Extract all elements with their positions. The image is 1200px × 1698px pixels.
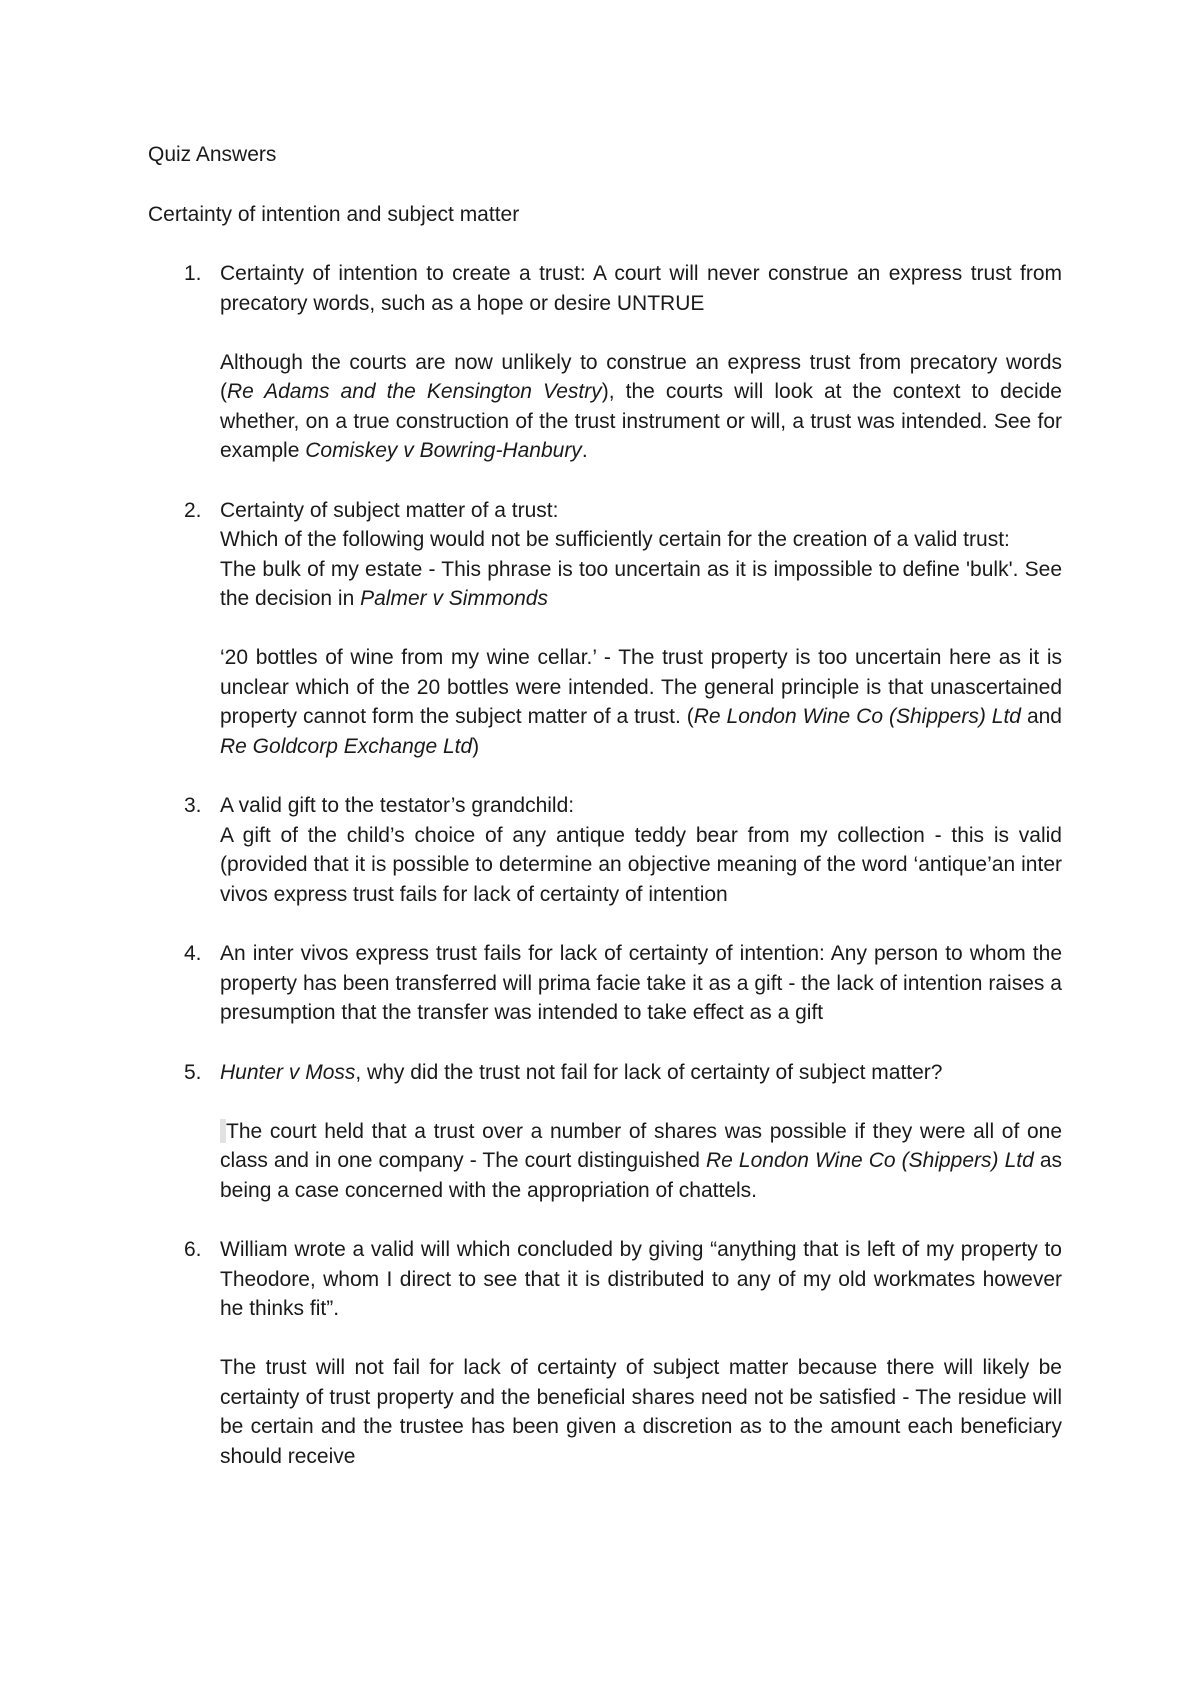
question-item-5 bbox=[148, 1058, 1062, 1206]
question-subtext: Which of the following would not be sufficiently certain for the creation of a valid trust: bbox=[220, 528, 1010, 551]
answer-text: ‘20 bottles of wine from my wine cellar.’ - The trust property is too uncertain here as it is unclear which of the 20 bottles were intended. The general principle is that unascertained property cannot form the subject matter of a trust. (Re London Wine Co (Shippers) Ltd and Re Goldcorp Exchange Ltd) bbox=[220, 646, 1062, 758]
question-number: 4. bbox=[184, 942, 202, 965]
case-citation: Hunter v Moss bbox=[220, 1060, 356, 1084]
case-citation: Comiskey v Bowring-Hanbury bbox=[305, 439, 582, 462]
question-item-3 bbox=[148, 791, 1062, 909]
question-item-1 bbox=[148, 259, 1062, 466]
question-text: A valid gift to the testator’s grandchild: bbox=[220, 794, 575, 817]
question-item-2 bbox=[148, 496, 1062, 762]
question-number: 2. bbox=[184, 498, 202, 522]
document-page bbox=[148, 140, 1062, 1501]
question-text: An inter vivos express trust fails for lack of certainty of intention: Any person to whom the property has been transferred will prima facie take it as a gift - the lack of intention raises a presumption that the transfer was intended to take effect as a gift bbox=[220, 942, 1062, 1024]
question-item-6 bbox=[148, 1235, 1062, 1471]
answer-text: The bulk of my estate - This phrase is too uncertain as it is impossible to define 'bulk'. See the decision in Palmer v Simmonds bbox=[220, 557, 1062, 610]
question-number: 5. bbox=[184, 1060, 202, 1084]
case-citation: Re London Wine Co (Shippers) Ltd bbox=[693, 705, 1021, 728]
question-number: 3. bbox=[184, 794, 202, 817]
case-citation: Re London Wine Co (Shippers) Ltd bbox=[706, 1149, 1034, 1172]
case-citation: Palmer v Simmonds bbox=[360, 587, 548, 610]
answer-text: A gift of the child’s choice of any antique teddy bear from my collection - this is valid (provided that it is possible to determine an objective meaning of the word ‘antique’an inter vivos express trust fails for lack of certainty of intention bbox=[220, 823, 1062, 906]
question-text: Hunter v Moss, why did the trust not fail for lack of certainty of subject matter? bbox=[220, 1060, 943, 1084]
answer-text: The trust will not fail for lack of certainty of subject matter because there will likely be certainty of trust property and the beneficial shares need not be satisfied - The residue will be certain and the trustee has been given a discretion as to the amount each beneficiary should receive bbox=[220, 1356, 1062, 1468]
question-number: 1. bbox=[184, 262, 202, 285]
document-title: Quiz Answers bbox=[148, 143, 277, 166]
answer-text: Although the courts are now unlikely to construe an express trust from precatory words (Re Adams and the Kensington Vestry), the courts will look at the context to decide whether, on a true construction of the trust instrument or will, a trust was intended. See for example Comiskey v Bowring-Hanbury. bbox=[220, 350, 1062, 462]
question-text: William wrote a valid will which concluded by giving “anything that is left of my property to Theodore, whom I direct to see that it is distributed to any of my old workmates however he thinks fit”. bbox=[220, 1238, 1062, 1320]
question-number: 6. bbox=[184, 1238, 202, 1261]
question-text: Certainty of subject matter of a trust: bbox=[220, 498, 559, 522]
case-citation: Re Goldcorp Exchange Ltd bbox=[220, 734, 473, 758]
questions-list bbox=[148, 259, 1062, 1471]
question-text: Certainty of intention to create a trust: A court will never construe an express trust from precatory words, such as a hope or desire UNTRUE bbox=[220, 262, 1062, 315]
answer-text: The court held that a trust over a number of shares was possible if they were all of one class and in one company - The court distinguished Re London Wine Co (Shippers) Ltd as being a case concerned with the appropriation of chattels. bbox=[220, 1119, 1062, 1202]
case-citation: Re Adams and the Kensington Vestry bbox=[227, 380, 602, 403]
section-heading: Certainty of intention and subject matter bbox=[148, 202, 520, 226]
question-item-4 bbox=[148, 939, 1062, 1028]
